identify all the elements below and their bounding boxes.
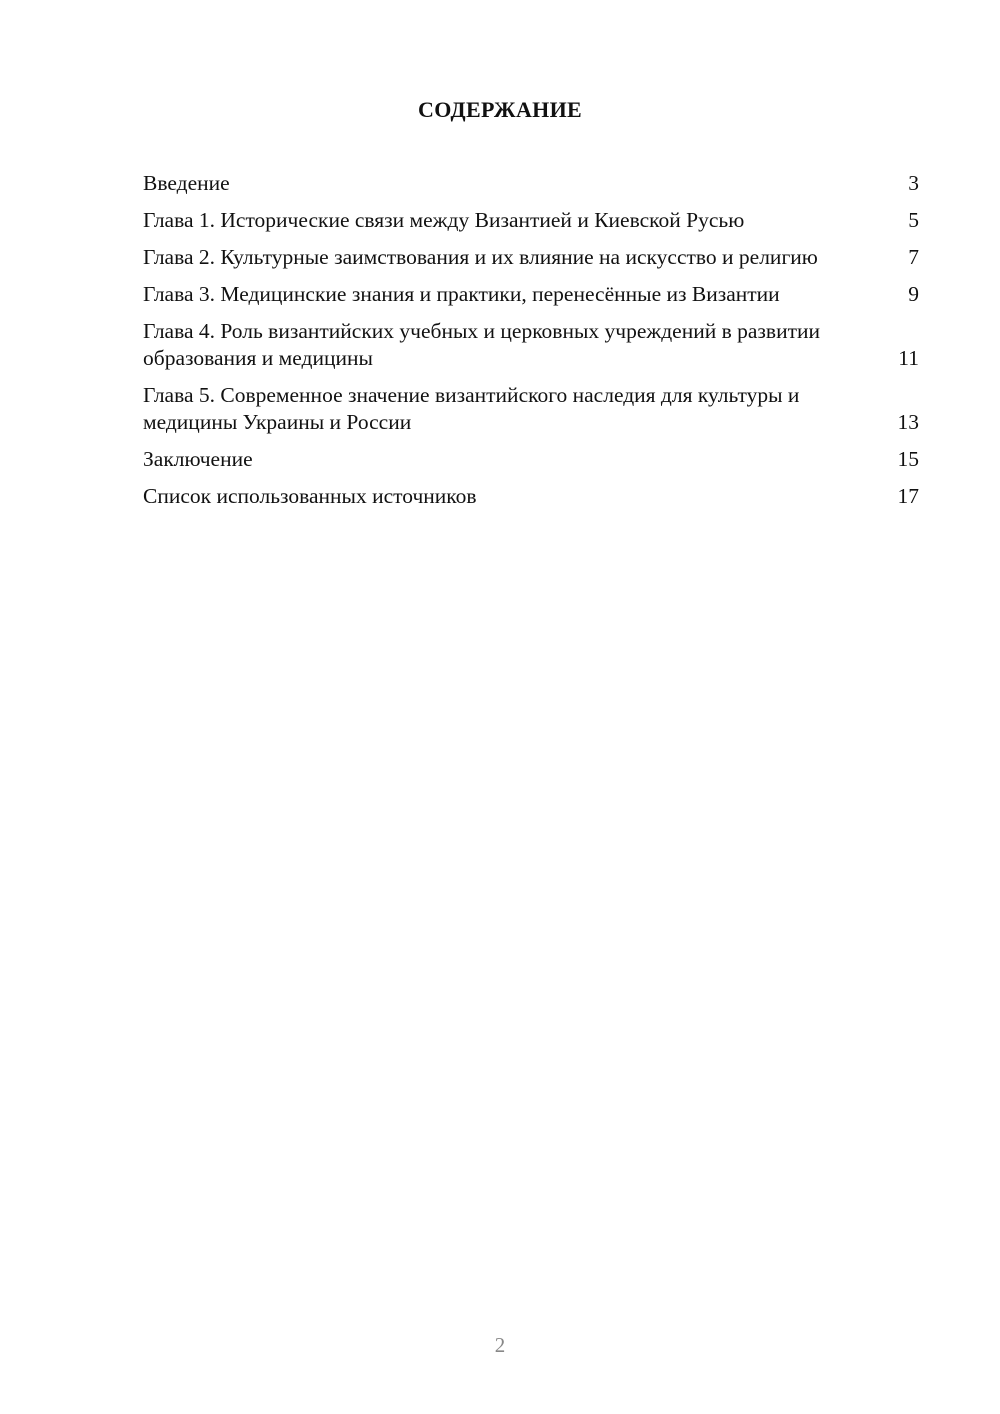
- toc-entry-introduction: [143, 170, 919, 197]
- toc-entry-title: Глава 3. Медицинские знания и практики, перенесённые из Византии: [143, 282, 780, 306]
- toc-entry-chapter-3: [143, 281, 919, 308]
- toc-entry-chapter-2: [143, 244, 919, 271]
- toc-entry-title: Заключение: [143, 447, 253, 471]
- toc-entry-page: 11: [898, 346, 919, 370]
- toc-entry-conclusion: [143, 446, 919, 473]
- table-of-contents: [143, 170, 919, 510]
- toc-entry-title: Глава 2. Культурные заимствования и их влияние на искусство и религию: [143, 245, 818, 269]
- toc-entry-chapter-5: [143, 382, 919, 436]
- toc-entry-page: 15: [897, 447, 919, 471]
- toc-entry-title: Глава 4. Роль византийских учебных и церковных учреждений в развитии образования и медицины: [143, 319, 820, 370]
- toc-entry-page: 9: [908, 282, 919, 306]
- toc-entry-chapter-1: [143, 207, 919, 234]
- toc-entry-page: 7: [908, 245, 919, 269]
- page-title: СОДЕРЖАНИЕ: [418, 97, 582, 122]
- page-number: 2: [494, 1333, 506, 1357]
- toc-entry-title: Глава 1. Исторические связи между Византией и Киевской Русью: [143, 208, 745, 232]
- toc-entry-title: Глава 5. Современное значение византийского наследия для культуры и медицины Украины и России: [143, 383, 800, 434]
- toc-entry-page: 3: [908, 171, 919, 195]
- toc-entry-page: 17: [897, 484, 919, 508]
- toc-entry-chapter-4: [143, 318, 919, 372]
- toc-entry-page: 13: [897, 410, 919, 434]
- toc-entry-title: Список использованных источников: [143, 484, 477, 508]
- toc-entry-references: [143, 483, 919, 510]
- toc-entry-page: 5: [908, 208, 919, 232]
- toc-entry-title: Введение: [143, 171, 230, 195]
